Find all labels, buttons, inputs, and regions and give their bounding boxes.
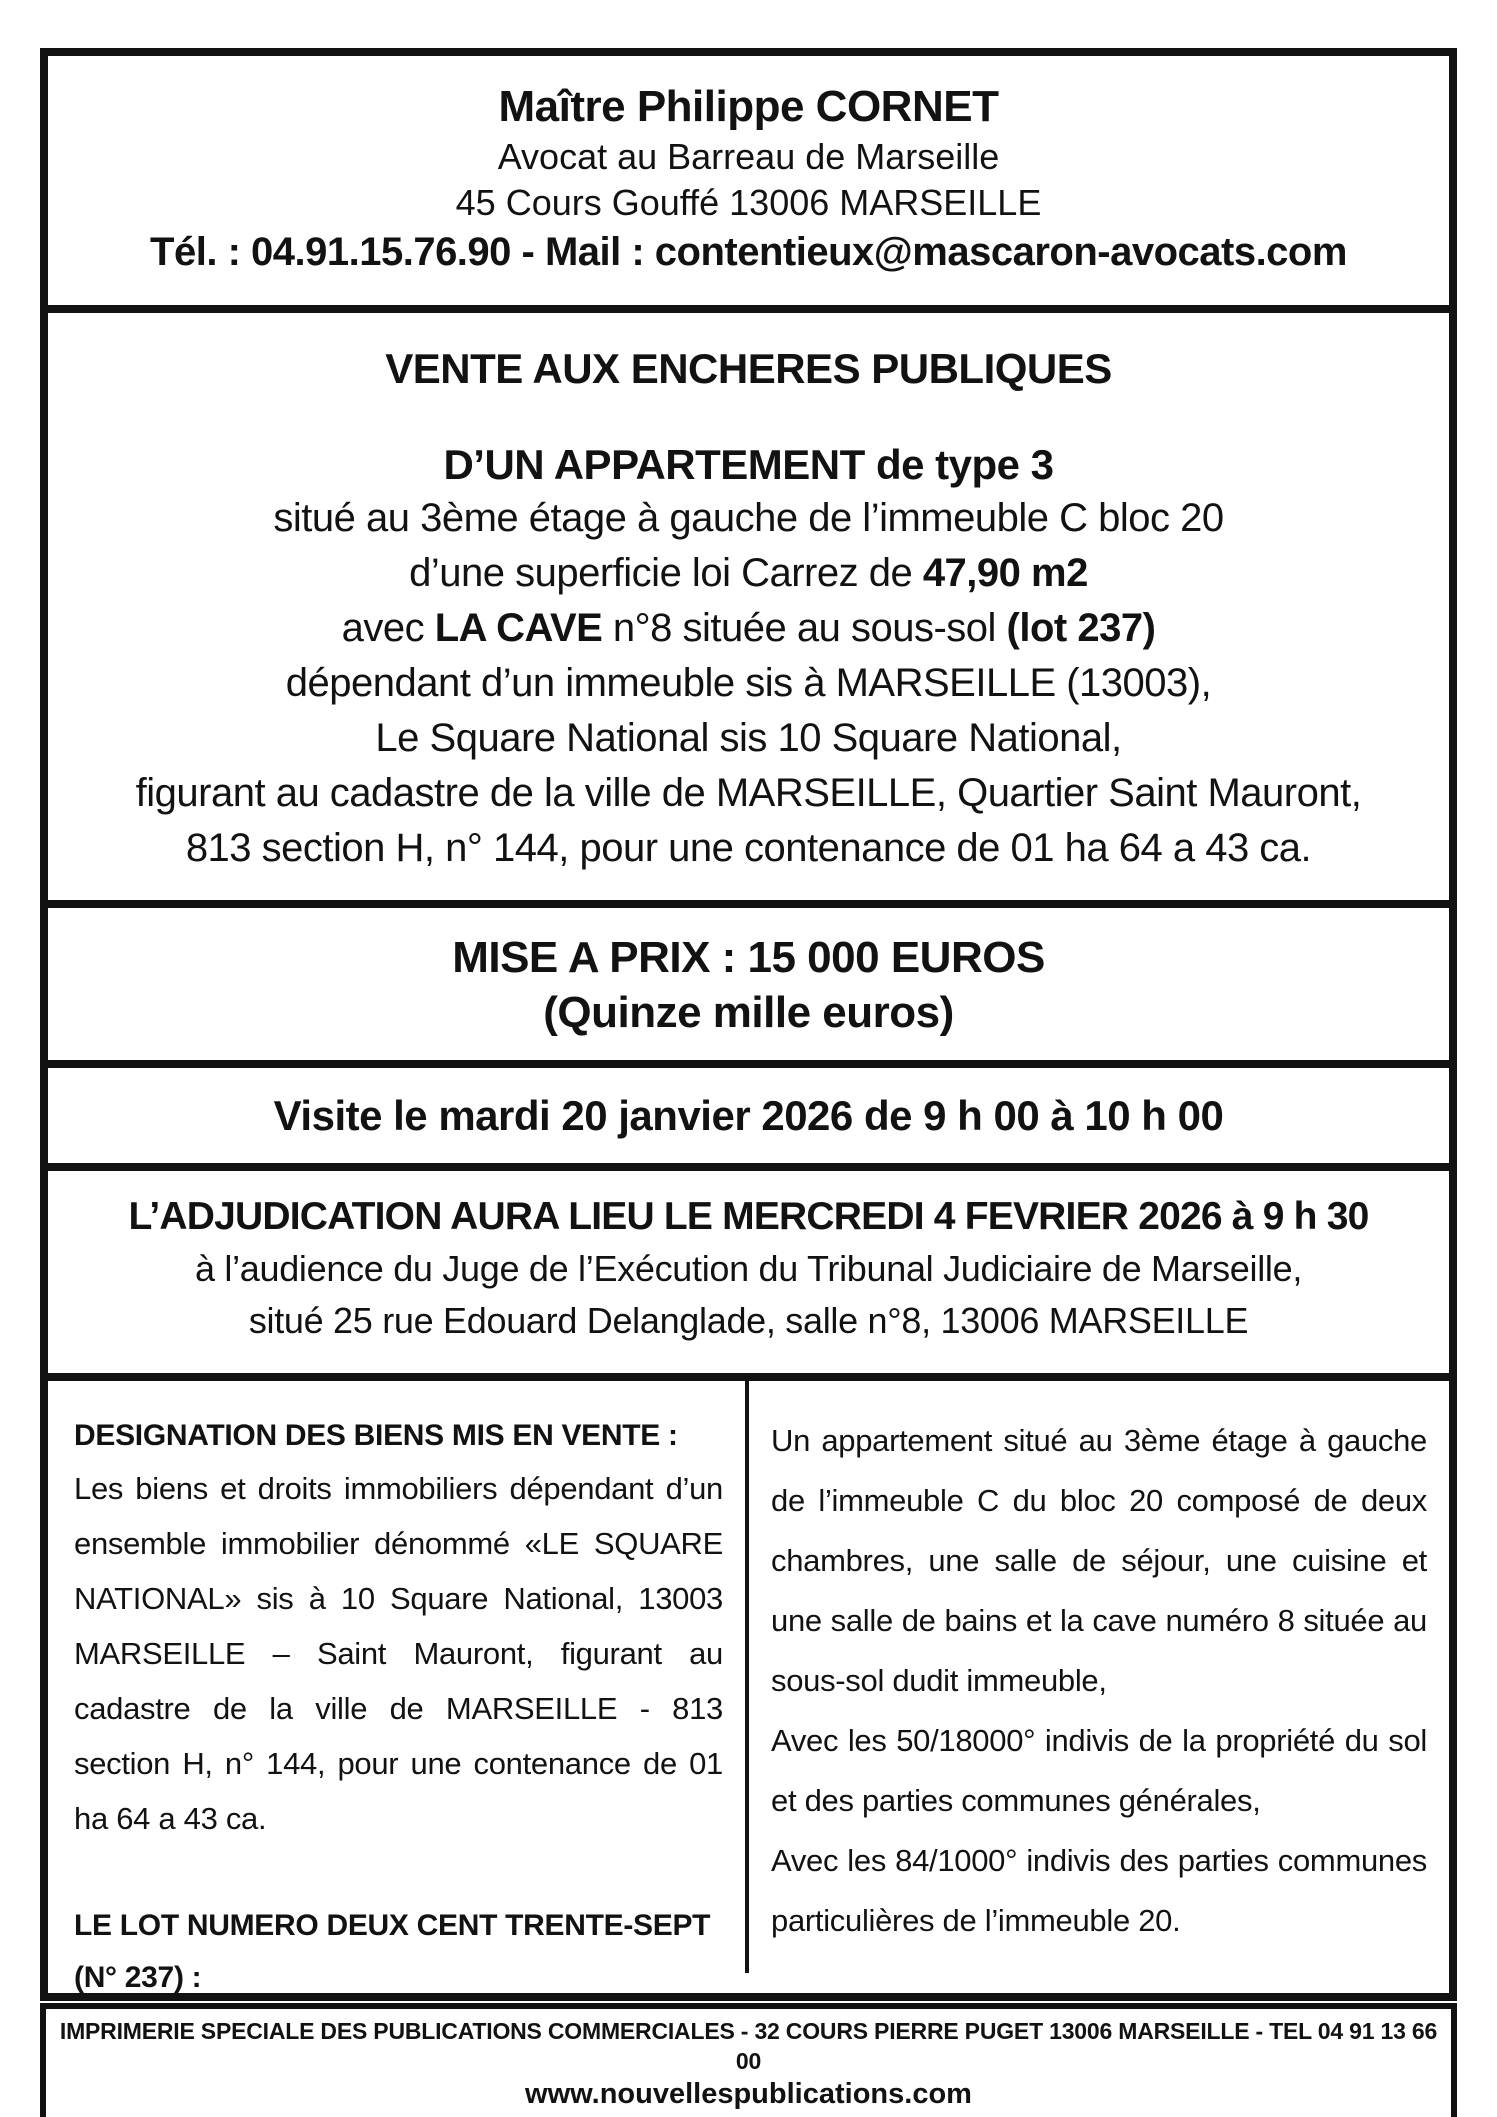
lawyer-name: Maître Philippe CORNET — [498, 82, 999, 131]
sale-line-square: Le Square National sis 10 Square National, — [375, 716, 1122, 760]
price-section — [48, 908, 1449, 1068]
price-amount: MISE A PRIX : 15 000 EUROS — [452, 933, 1045, 982]
cave-mid: n°8 située au sous-sol — [602, 606, 1007, 650]
visit-line: Visite le mardi 20 janvier 2026 de 9 h 00 à 10 h 00 — [273, 1092, 1224, 1139]
description-para-1: Un appartement situé au 3ème étage à gauche de l’immeuble C du bloc 20 composé de deux chambres, une salle de séjour, une cuisine et une salle de bains et la cave numéro 8 située au sous-sol dudit immeuble, — [771, 1423, 1427, 1698]
printer-line: IMPRIMERIE SPECIALE DES PUBLICATIONS COMMERCIALES - 32 COURS PIERRE PUGET 13006 MARSEILLE - TEL 04 91 13 66 00 — [59, 2018, 1438, 2074]
description-para-2: Avec les 50/18000° indivis de la propriété du sol et des parties communes générales, — [771, 1723, 1427, 1818]
surface-text: d’une superficie loi Carrez de — [409, 551, 923, 595]
auction-title: L’ADJUDICATION AURA LIEU LE MERCREDI 4 FEVRIER 2026 à 9 h 30 — [128, 1195, 1369, 1238]
lot-heading: LE LOT NUMERO DEUX CENT TRENTE-SEPT (N° 237) : — [74, 1909, 711, 1994]
auction-line-address: situé 25 rue Edouard Delanglade, salle n°8, 13006 MARSEILLE — [248, 1300, 1249, 1341]
footer-box — [40, 2003, 1457, 2117]
lawyer-title: Avocat au Barreau de Marseille — [497, 136, 1000, 177]
visit-section — [48, 1068, 1449, 1171]
sale-line-location: situé au 3ème étage à gauche de l’immeuble C bloc 20 — [273, 496, 1224, 540]
auction-section — [48, 1171, 1449, 1381]
cave-lot: (lot 237) — [1006, 606, 1156, 650]
sale-line-building: dépendant d’un immeuble sis à MARSEILLE (13003), — [285, 661, 1212, 705]
description-column — [749, 1381, 1449, 1993]
lawyer-address: 45 Cours Gouffé 13006 MARSEILLE — [455, 182, 1042, 223]
description-para-3: Avec les 84/1000° indivis des parties communes particulières de l’immeuble 20. — [771, 1843, 1427, 1938]
columns-section — [48, 1381, 1449, 1993]
designation-column — [48, 1381, 745, 1993]
main-frame — [40, 48, 1457, 2001]
sale-line-cave — [56, 601, 1441, 656]
sale-title: VENTE AUX ENCHERES PUBLIQUES — [385, 345, 1112, 392]
price-words: (Quinze mille euros) — [543, 988, 954, 1037]
lawyer-contact: Tél. : 04.91.15.76.90 - Mail : contentieux@mascaron-avocats.com — [150, 230, 1347, 274]
sale-line-surface — [56, 546, 1441, 601]
sale-subtitle: D’UN APPARTEMENT de type 3 — [443, 441, 1054, 488]
designation-body: Les biens et droits immobiliers dépendant d’un ensemble immobilier dénommé «LE SQUARE NATIONAL» sis à 10 Square National, 13003 MARSEILLE – Saint Mauront, figurant au cadastre de la ville de MARSEILLE - 813 section H, n° 144, pour une contenance de 01 ha 64 a 43 ca. — [74, 1471, 723, 1836]
sale-line-cadastre: figurant au cadastre de la ville de MARSEILLE, Quartier Saint Mauront, — [135, 771, 1362, 815]
surface-value: 47,90 m2 — [922, 551, 1088, 595]
website-line: www.nouvellespublications.com — [525, 2078, 972, 2110]
cave-pre: avec — [341, 606, 435, 650]
auction-line-audience: à l’audience du Juge de l’Exécution du Tribunal Judiciaire de Marseille, — [194, 1248, 1303, 1289]
sale-line-parcel: 813 section H, n° 144, pour une contenance de 01 ha 64 a 43 ca. — [185, 826, 1312, 870]
header-section — [48, 56, 1449, 313]
cave-name: LA CAVE — [434, 606, 603, 650]
sale-section — [48, 313, 1449, 908]
designation-heading: DESIGNATION DES BIENS MIS EN VENTE : — [74, 1419, 678, 1452]
